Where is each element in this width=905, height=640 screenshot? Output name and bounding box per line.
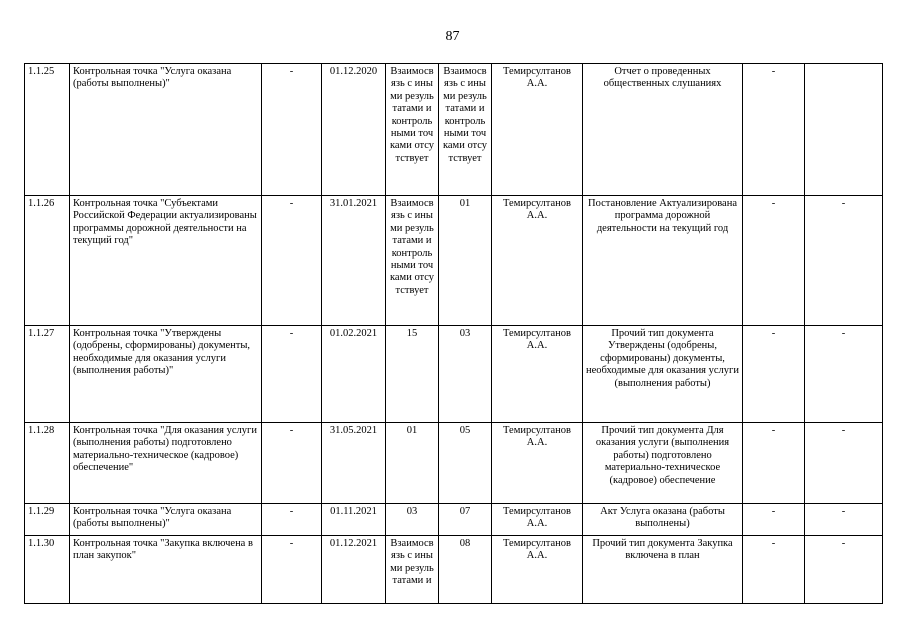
successor-cell: 03 bbox=[439, 326, 492, 423]
successor-cell: 05 bbox=[439, 423, 492, 504]
result-document: Отчет о проведенных общественных слушаниях bbox=[583, 64, 743, 196]
end-date-cell: 31.01.2021 bbox=[322, 196, 386, 326]
level-cell: - bbox=[743, 504, 805, 536]
predecessor-cell: 15 bbox=[386, 326, 439, 423]
checkpoint-name: Контрольная точка "Услуга оказана (работы выполнены)" bbox=[70, 504, 262, 536]
checkpoint-table bbox=[24, 63, 883, 604]
successor-cell: Взаимосвязь с иными результатами и контрольными точками отсутствует bbox=[439, 64, 492, 196]
start-date-cell: - bbox=[262, 423, 322, 504]
extra-cell bbox=[805, 64, 883, 196]
result-document: Постановление Актуализирована программа дорожной деятельности на текущий год bbox=[583, 196, 743, 326]
row-number: 1.1.29 bbox=[25, 504, 70, 536]
successor-cell: 07 bbox=[439, 504, 492, 536]
responsible-person: Темирсултанов А.А. bbox=[492, 64, 583, 196]
extra-cell: - bbox=[805, 504, 883, 536]
level-cell: - bbox=[743, 326, 805, 423]
table-row bbox=[25, 196, 883, 326]
checkpoint-name: Контрольная точка "Для оказания услуги (выполнения работы) подготовлено материально-техническое (кадровое) обеспечение" bbox=[70, 423, 262, 504]
successor-cell: 08 bbox=[439, 536, 492, 604]
table-row bbox=[25, 326, 883, 423]
responsible-person: Темирсултанов А.А. bbox=[492, 536, 583, 604]
predecessor-cell: Взаимосвязь с иными результатами и контрольными точками отсутствует bbox=[386, 64, 439, 196]
checkpoint-name: Контрольная точка "Закупка включена в план закупок" bbox=[70, 536, 262, 604]
predecessor-cell: Взаимосвязь с иными результатами и bbox=[386, 536, 439, 604]
start-date-cell: - bbox=[262, 196, 322, 326]
level-cell: - bbox=[743, 64, 805, 196]
extra-cell: - bbox=[805, 196, 883, 326]
extra-cell: - bbox=[805, 536, 883, 604]
table-row bbox=[25, 423, 883, 504]
result-document: Прочий тип документа Для оказания услуги (выполнения работы) подготовлено материально-техническое (кадровое) обеспечение bbox=[583, 423, 743, 504]
result-document: Прочий тип документа Закупка включена в план bbox=[583, 536, 743, 604]
extra-cell: - bbox=[805, 326, 883, 423]
predecessor-cell: Взаимосвязь с иными результатами и контрольными точками отсутствует bbox=[386, 196, 439, 326]
responsible-person: Темирсултанов А.А. bbox=[492, 326, 583, 423]
end-date-cell: 01.11.2021 bbox=[322, 504, 386, 536]
table-row bbox=[25, 536, 883, 604]
start-date-cell: - bbox=[262, 64, 322, 196]
table-row bbox=[25, 64, 883, 196]
table-row bbox=[25, 504, 883, 536]
row-number: 1.1.27 bbox=[25, 326, 70, 423]
start-date-cell: - bbox=[262, 326, 322, 423]
row-number: 1.1.25 bbox=[25, 64, 70, 196]
level-cell: - bbox=[743, 196, 805, 326]
row-number: 1.1.28 bbox=[25, 423, 70, 504]
checkpoint-name: Контрольная точка "Субъектами Российской Федерации актуализированы программы дорожной деятельности на текущий год" bbox=[70, 196, 262, 326]
result-document: Прочий тип документа Утверждены (одобрены, сформированы) документы, необходимые для оказания услуги (выполнения работы) bbox=[583, 326, 743, 423]
end-date-cell: 31.05.2021 bbox=[322, 423, 386, 504]
end-date-cell: 01.12.2020 bbox=[322, 64, 386, 196]
start-date-cell: - bbox=[262, 504, 322, 536]
start-date-cell: - bbox=[262, 536, 322, 604]
end-date-cell: 01.02.2021 bbox=[322, 326, 386, 423]
page-number: 87 bbox=[445, 29, 460, 44]
successor-cell: 01 bbox=[439, 196, 492, 326]
predecessor-cell: 01 bbox=[386, 423, 439, 504]
level-cell: - bbox=[743, 536, 805, 604]
responsible-person: Темирсултанов А.А. bbox=[492, 196, 583, 326]
checkpoint-name: Контрольная точка "Утверждены (одобрены, сформированы) документы, необходимые для оказания услуги (выполнения работы)" bbox=[70, 326, 262, 423]
result-document: Акт Услуга оказана (работы выполнены) bbox=[583, 504, 743, 536]
extra-cell: - bbox=[805, 423, 883, 504]
level-cell: - bbox=[743, 423, 805, 504]
end-date-cell: 01.12.2021 bbox=[322, 536, 386, 604]
checkpoint-name: Контрольная точка "Услуга оказана (работы выполнены)" bbox=[70, 64, 262, 196]
row-number: 1.1.30 bbox=[25, 536, 70, 604]
predecessor-cell: 03 bbox=[386, 504, 439, 536]
responsible-person: Темирсултанов А.А. bbox=[492, 423, 583, 504]
responsible-person: Темирсултанов А.А. bbox=[492, 504, 583, 536]
row-number: 1.1.26 bbox=[25, 196, 70, 326]
